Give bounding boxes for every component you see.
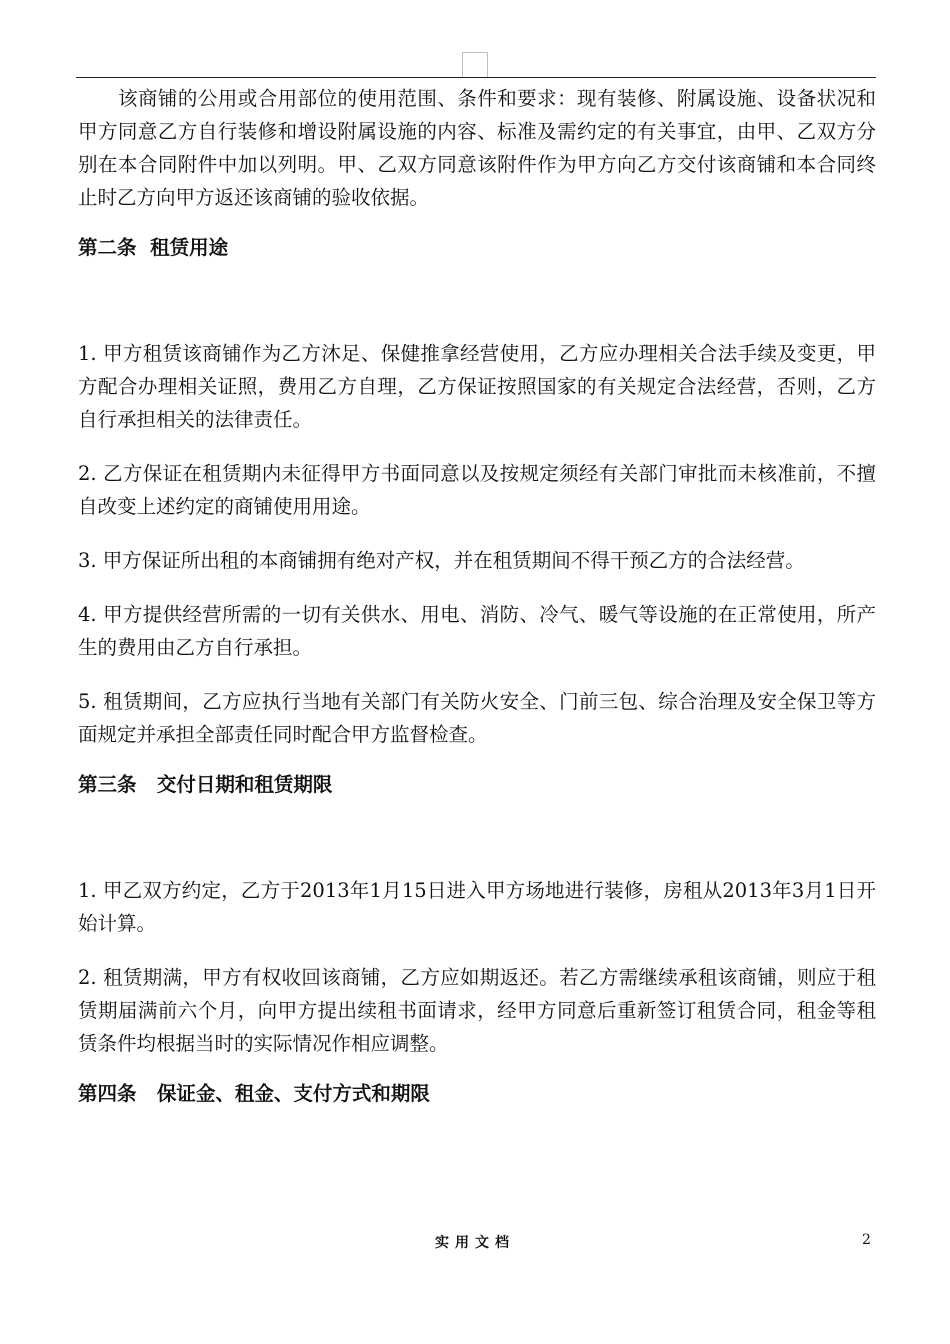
- intro-paragraph: 该商铺的公用或合用部位的使用范围、条件和要求：现有装修、附属设施、设备状况和甲方同意乙方自行装修和增设附属设施的内容、标准及需约定的有关事宜，由甲、乙双方分别在本合同附件中加以列明。甲、乙双方同意该附件作为甲方向乙方交付该商铺和本合同终止时乙方向甲方返还该商铺的验收依据。: [78, 87, 876, 209]
- section-2-item-5: 5. 租赁期间，乙方应执行当地有关部门有关防火安全、门前三包、综合治理及安全保卫等方面规定并承担全部责任同时配合甲方监督检查。: [78, 690, 876, 746]
- section-3-item-2: 2. 租赁期满，甲方有权收回该商铺，乙方应如期返还。若乙方需继续承租该商铺，则应于租赁期届满前六个月，向甲方提出续租书面请求，经甲方同意后重新签订租赁合同，租金等租赁条件均根据当时的实际情况作相应调整。: [78, 966, 876, 1055]
- section-2-item-4: 4. 甲方提供经营所需的一切有关供水、用电、消防、冷气、暖气等设施的在正常使用，所产生的费用由乙方自行承担。: [78, 603, 876, 659]
- section-3-heading: 第三条 交付日期和租赁期限: [78, 773, 333, 796]
- section-2-item-1: 1. 甲方租赁该商铺作为乙方沐足、保健推拿经营使用，乙方应办理相关合法手续及变更，甲方配合办理相关证照，费用乙方自理，乙方保证按照国家的有关规定合法经营，否则，乙方自行承担相关的法律责任。: [78, 342, 876, 431]
- section-2-heading: 第二条 租赁用途: [78, 236, 229, 259]
- header-box: [462, 52, 488, 78]
- footer-label: 实用文档: [435, 1235, 515, 1251]
- section-3-item-1: 1. 甲乙双方约定，乙方于2013年1月15日进入甲方场地进行装修，房租从2013年3月1日开始计算。: [78, 879, 876, 935]
- page-number: 2: [862, 1232, 871, 1248]
- section-4-heading: 第四条 保证金、租金、支付方式和期限: [78, 1082, 430, 1105]
- section-2-item-2: 2. 乙方保证在租赁期内未征得甲方书面同意以及按规定须经有关部门审批而未核准前，不擅自改变上述约定的商铺使用用途。: [78, 462, 876, 518]
- document-body: [78, 82, 876, 1110]
- header-rule: [76, 77, 876, 78]
- section-2-item-3: 3. 甲方保证所出租的本商铺拥有绝对产权，并在租赁期间不得干预乙方的合法经营。: [78, 549, 805, 572]
